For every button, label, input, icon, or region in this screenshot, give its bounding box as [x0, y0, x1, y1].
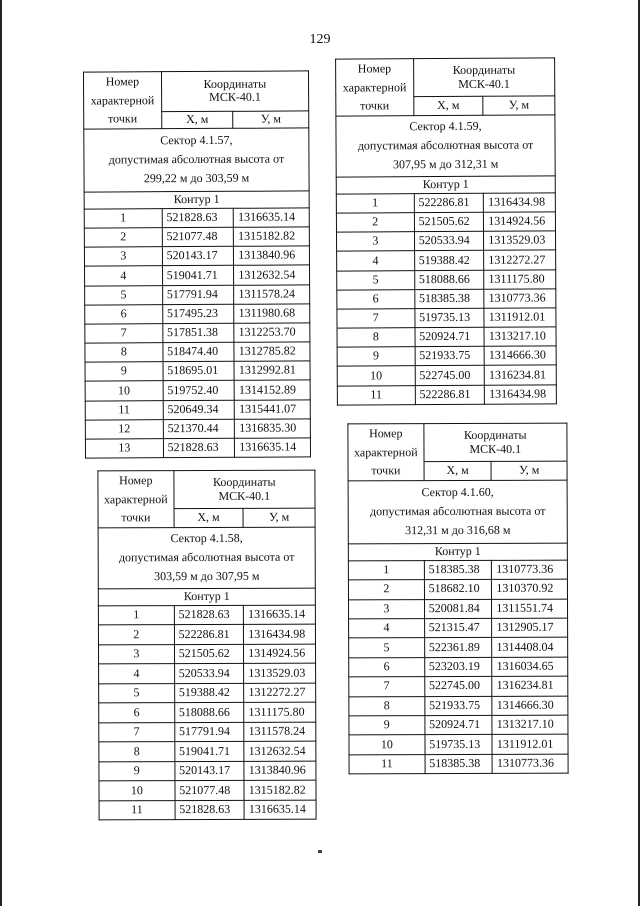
y-coordinate: 1316234.81: [484, 365, 556, 385]
table-row: [99, 702, 316, 722]
y-coordinate: 1314666.30: [492, 696, 568, 716]
sector-row: [348, 480, 567, 544]
y-coordinate: 1314152.89: [234, 380, 310, 400]
contour-label: Контур 1: [348, 543, 567, 561]
sector-allowed: допустимая абсолютная высота от: [357, 137, 534, 153]
point-number: 2: [98, 625, 174, 645]
x-coordinate: 518682.10: [424, 580, 492, 600]
coords-table-sector-4-1-59: [335, 57, 557, 405]
point-number: 3: [337, 232, 415, 252]
x-coordinate: 520533.94: [174, 664, 244, 684]
point-number: 9: [85, 362, 163, 382]
x-coordinate: 521933.75: [425, 696, 493, 716]
x-coordinate: 520649.34: [163, 400, 235, 420]
table-row: [85, 304, 310, 324]
x-coordinate: 522286.81: [415, 385, 485, 405]
point-number-header: Номер характерной точки: [83, 72, 161, 129]
table-row: [337, 365, 556, 385]
page-number: 129: [309, 32, 331, 47]
y-coordinate: 1316635.14: [235, 438, 311, 458]
x-coordinate: 522745.00: [424, 677, 492, 697]
sector-range: 312,31 м до 316,68 м: [405, 523, 511, 538]
table-row: [349, 657, 568, 677]
point-number-header: Номер характерной точки: [98, 471, 174, 528]
x-coordinate: 519041.71: [175, 742, 245, 762]
x-header: Х, м: [174, 509, 244, 528]
x-coordinate: 522745.00: [415, 366, 485, 386]
sector-name: Сектор 4.1.57,: [160, 132, 233, 148]
contour-row: [348, 543, 567, 561]
contour-row: [98, 588, 315, 606]
table-row: [85, 361, 310, 381]
table-row: [84, 227, 309, 247]
coordinate-system-label: МСК-40.1: [209, 89, 261, 105]
header-row: [98, 470, 315, 509]
point-number: 10: [349, 735, 425, 755]
point-number: 5: [349, 638, 425, 658]
coordinate-system-label: МСК-40.1: [469, 441, 522, 456]
x-coordinate: 518385.38: [414, 289, 484, 309]
table-row: [337, 308, 556, 328]
x-coordinate: 522286.81: [414, 193, 484, 213]
y-coordinate: 1315182.82: [244, 780, 316, 800]
table-row: [348, 579, 567, 599]
x-coordinate: 521828.63: [163, 438, 235, 458]
table-row: [337, 385, 556, 405]
point-number: 6: [349, 657, 425, 677]
point-number: 1: [84, 208, 162, 228]
x-coordinate: 518385.38: [424, 560, 492, 580]
table-row: [99, 663, 316, 683]
sector-allowed: допустимая абсолютная высота от: [108, 151, 285, 167]
y-coordinate: 1314924.56: [484, 212, 556, 232]
point-number: 3: [349, 599, 425, 619]
y-coordinate: 1311912.01: [492, 734, 568, 754]
x-coordinate: 518474.40: [163, 342, 235, 362]
point-number: 9: [337, 347, 415, 367]
x-coordinate: 520143.17: [175, 761, 245, 781]
x-coordinate: 519388.42: [414, 251, 484, 271]
table-row: [84, 246, 309, 266]
y-coordinate: 1310773.36: [484, 289, 556, 309]
y-coordinate: 1311980.68: [234, 304, 310, 324]
point-number-header: Номер характерной точки: [348, 424, 424, 481]
table-row: [99, 800, 316, 820]
x-coordinate: 519041.71: [162, 266, 234, 286]
sector-description: [336, 115, 555, 177]
x-coordinate: 521505.62: [174, 644, 244, 664]
scan-speck: [318, 850, 322, 853]
y-header: У, м: [483, 96, 555, 115]
coordinates-header: [161, 71, 309, 111]
header-row: [83, 71, 308, 112]
y-coordinate: 1316635.14: [244, 605, 316, 625]
coordinates-label: Координаты: [203, 76, 267, 91]
y-coordinate: 1316635.14: [234, 208, 310, 228]
table-row: [85, 323, 310, 343]
coords-table-sector-4-1-57: [83, 70, 311, 458]
y-coordinate: 1312632.54: [244, 741, 316, 761]
sector-name: Сектор 4.1.60,: [421, 484, 494, 500]
table-row: [336, 212, 555, 232]
table-row: [349, 599, 568, 619]
coordinates-label: Координаты: [212, 474, 276, 489]
y-coordinate: 1312272.27: [244, 683, 316, 703]
table-row: [349, 734, 568, 754]
y-coordinate: 1311551.74: [492, 599, 568, 619]
x-coordinate: 519752.40: [163, 381, 235, 401]
point-number: 12: [85, 420, 163, 440]
y-coordinate: 1314666.30: [484, 346, 556, 366]
x-coordinate: 521315.47: [424, 618, 492, 638]
point-number: 9: [99, 761, 175, 781]
sector-description: [98, 527, 315, 589]
point-number: 5: [337, 270, 415, 290]
sector-row: [84, 128, 309, 192]
table-row: [337, 250, 556, 270]
y-coordinate: 1312992.81: [234, 361, 310, 381]
table-row: [349, 637, 568, 657]
y-coordinate: 1311175.80: [484, 269, 556, 289]
coordinates-header: [413, 58, 555, 97]
point-number: 10: [99, 781, 175, 801]
table-row: [98, 605, 315, 625]
x-coordinate: 518695.01: [163, 362, 235, 382]
table-row: [337, 346, 556, 366]
y-coordinate: 1311175.80: [244, 702, 316, 722]
scan-edge-left: [0, 0, 2, 906]
y-header: У, м: [243, 508, 315, 527]
table-row: [349, 754, 568, 774]
x-coordinate: 518385.38: [425, 754, 493, 774]
y-coordinate: 1310773.36: [492, 560, 568, 580]
y-coordinate: 1311912.01: [484, 308, 556, 328]
point-number: 7: [85, 324, 163, 344]
point-number: 1: [336, 193, 414, 213]
contour-label: Контур 1: [98, 588, 315, 606]
x-coordinate: 522286.81: [174, 625, 244, 645]
point-number: 5: [99, 683, 175, 703]
y-coordinate: 1313217.10: [484, 327, 556, 347]
sector-description: [348, 480, 567, 544]
sector-allowed: допустимая абсолютная высота от: [118, 549, 295, 565]
table-row: [99, 780, 316, 800]
y-coordinate: 1310370.92: [492, 579, 568, 599]
sector-name: Сектор 4.1.59,: [409, 118, 482, 134]
x-coordinate: 519735.13: [415, 308, 485, 328]
y-coordinate: 1316835.30: [235, 419, 311, 439]
point-number: 4: [99, 664, 175, 684]
coords-table-sector-4-1-58: [97, 470, 316, 821]
table-row: [349, 696, 568, 716]
x-coordinate: 521505.62: [414, 212, 484, 232]
point-number: 10: [337, 366, 415, 386]
table-row: [84, 208, 309, 228]
table-row: [99, 761, 316, 781]
point-number: 13: [85, 439, 163, 459]
x-coordinate: 517851.38: [162, 323, 234, 343]
sector-name: Сектор 4.1.58,: [170, 530, 243, 546]
coordinate-system-label: МСК-40.1: [458, 76, 510, 91]
point-number: 8: [85, 343, 163, 363]
table-row: [336, 193, 555, 213]
coordinates-label: Координаты: [463, 427, 527, 442]
coords-table-sector-4-1-60: [347, 423, 568, 775]
sector-allowed: допустимая абсолютная высота от: [369, 503, 546, 519]
x-coordinate: 520143.17: [162, 246, 234, 266]
x-coordinate: 521933.75: [415, 347, 485, 367]
table-row: [337, 269, 556, 289]
table-row: [99, 741, 316, 761]
table-row: [85, 419, 310, 439]
x-header: Х, м: [161, 111, 233, 129]
point-number: 8: [349, 696, 425, 716]
y-coordinate: 1312272.27: [484, 250, 556, 270]
table-row: [349, 676, 568, 696]
table-row: [348, 560, 567, 580]
point-number: 3: [98, 644, 174, 664]
table-row: [99, 722, 316, 742]
y-coordinate: 1316034.65: [492, 657, 568, 677]
y-coordinate: 1311578.24: [234, 284, 310, 304]
point-number: 7: [349, 677, 425, 697]
x-coordinate: 519388.42: [174, 683, 244, 703]
y-coordinate: 1310773.36: [492, 754, 568, 774]
table-row: [99, 683, 316, 703]
point-number: 11: [337, 385, 415, 405]
y-coordinate: 1312253.70: [234, 323, 310, 343]
point-number: 1: [348, 560, 424, 580]
table-row: [85, 438, 310, 458]
y-coordinate: 1315182.82: [234, 227, 310, 247]
header-row: [348, 423, 567, 462]
point-number: 9: [349, 716, 425, 736]
x-header: Х, м: [424, 462, 492, 481]
x-coordinate: 518088.66: [414, 270, 484, 290]
table-row: [337, 289, 556, 309]
table-row: [349, 715, 568, 735]
point-number: 3: [84, 247, 162, 267]
point-number: 4: [85, 266, 163, 286]
x-coordinate: 521828.63: [175, 800, 245, 820]
y-coordinate: 1316434.98: [485, 385, 557, 405]
x-coordinate: 522361.89: [424, 638, 492, 658]
point-number: 10: [85, 381, 163, 401]
x-coordinate: 521077.48: [162, 227, 234, 247]
point-number-header: Номер характерной точки: [336, 59, 414, 116]
table-row: [337, 231, 556, 251]
header-row: [336, 58, 555, 97]
coordinates-header: [424, 423, 567, 462]
y-coordinate: 1316635.14: [244, 800, 316, 820]
y-coordinate: 1312905.17: [492, 618, 568, 638]
point-number: 6: [85, 304, 163, 324]
y-coordinate: 1313529.03: [484, 231, 556, 251]
table-row: [85, 380, 310, 400]
y-header: У, м: [233, 111, 309, 129]
y-coordinate: 1314408.04: [492, 637, 568, 657]
sector-range: 299,22 м до 303,59 м: [143, 171, 250, 186]
sector-range: 307,95 м до 312,31 м: [392, 157, 499, 172]
y-coordinate: 1312632.54: [234, 265, 310, 285]
point-number: 7: [99, 722, 175, 742]
x-coordinate: 519735.13: [425, 735, 493, 755]
contour-row: [84, 191, 309, 209]
sector-row: [336, 115, 555, 177]
x-coordinate: 521370.44: [163, 419, 235, 439]
x-coordinate: 521828.63: [162, 208, 234, 228]
table-row: [85, 284, 310, 304]
y-coordinate: 1313840.96: [244, 761, 316, 781]
x-coordinate: 520924.71: [415, 327, 485, 347]
point-number: 2: [336, 213, 414, 233]
y-coordinate: 1311578.24: [244, 722, 316, 742]
x-coordinate: 521077.48: [175, 781, 245, 801]
point-number: 11: [99, 800, 175, 820]
y-coordinate: 1313217.10: [492, 715, 568, 735]
y-coordinate: 1313840.96: [234, 246, 310, 266]
point-number: 4: [349, 619, 425, 639]
coordinates-label: Координаты: [452, 62, 516, 77]
x-coordinate: 517791.94: [174, 722, 244, 742]
point-number: 8: [99, 742, 175, 762]
sector-row: [98, 527, 315, 589]
contour-label: Контур 1: [84, 191, 309, 209]
x-coordinate: 517791.94: [162, 285, 234, 305]
point-number: 8: [337, 328, 415, 348]
x-coordinate: 523203.19: [424, 657, 492, 677]
point-number: 2: [348, 580, 424, 600]
x-header: Х, м: [413, 97, 483, 116]
point-number: 5: [85, 285, 163, 305]
table-row: [85, 265, 310, 285]
table-row: [85, 342, 310, 362]
y-coordinate: 1316434.98: [244, 624, 316, 644]
y-coordinate: 1316234.81: [492, 676, 568, 696]
table-row: [349, 618, 568, 638]
x-coordinate: 521828.63: [174, 605, 244, 625]
table-row: [98, 644, 315, 664]
point-number: 2: [84, 228, 162, 248]
point-number: 11: [349, 754, 425, 774]
y-coordinate: 1312785.82: [234, 342, 310, 362]
y-coordinate: 1315441.07: [235, 400, 311, 420]
coordinate-system-label: МСК-40.1: [218, 488, 271, 503]
x-coordinate: 518088.66: [174, 703, 244, 723]
point-number: 4: [337, 251, 415, 271]
point-number: 6: [99, 703, 175, 723]
point-number: 1: [98, 605, 174, 625]
x-coordinate: 520533.94: [414, 231, 484, 251]
y-coordinate: 1316434.98: [484, 193, 556, 213]
x-coordinate: 517495.23: [162, 304, 234, 324]
table-row: [85, 400, 310, 420]
x-coordinate: 520924.71: [425, 715, 493, 735]
table-row: [337, 327, 556, 347]
y-coordinate: 1313529.03: [244, 663, 316, 683]
sector-range: 303,59 м до 307,95 м: [154, 569, 260, 584]
contour-row: [336, 176, 555, 194]
contour-label: Контур 1: [336, 176, 555, 194]
sector-description: [84, 128, 309, 192]
point-number: 11: [85, 400, 163, 420]
coordinates-header: [174, 470, 315, 509]
y-coordinate: 1314924.56: [244, 644, 316, 664]
point-number: 7: [337, 309, 415, 329]
table-row: [98, 624, 315, 644]
x-coordinate: 520081.84: [424, 599, 492, 619]
point-number: 6: [337, 289, 415, 309]
y-header: У, м: [491, 461, 567, 480]
